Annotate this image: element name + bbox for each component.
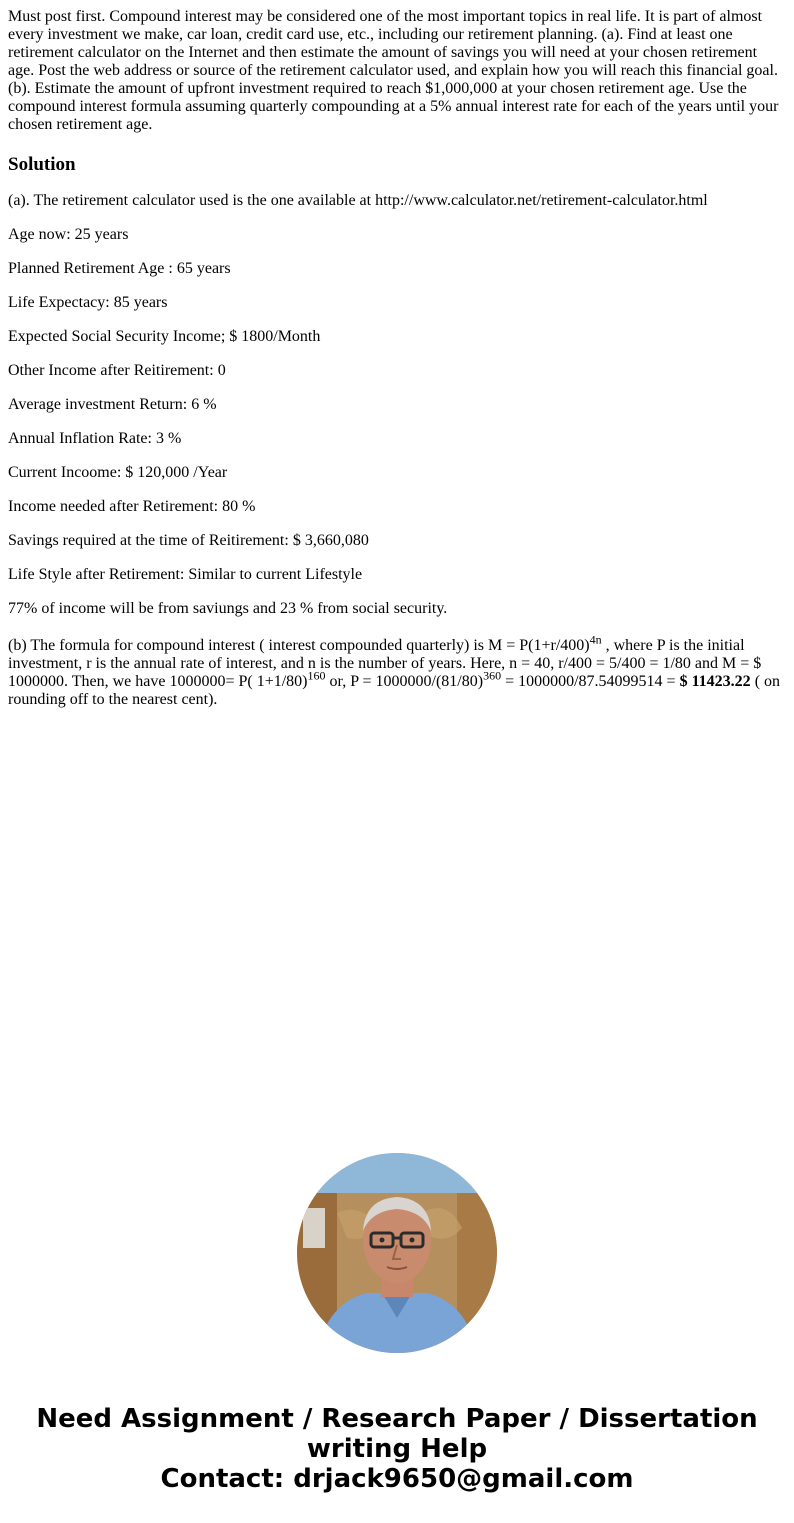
social-security-line: Expected Social Security Income; $ 1800/Month xyxy=(8,328,321,345)
calculator-source-line: (a). The retirement calculator used is the one available at http://www.calculator.net/retirement-calculator.html xyxy=(8,192,708,209)
income-needed-line: Income needed after Retirement: 80 % xyxy=(8,498,256,515)
current-income-line: Current Incoome: $ 120,000 /Year xyxy=(8,464,228,481)
lifestyle-line: Life Style after Retirement: Similar to current Lifestyle xyxy=(8,566,363,583)
formula-exponent-3: 360 xyxy=(483,668,502,683)
formula-answer: $ 11423.22 xyxy=(679,673,751,690)
formula-text-2: , where P is the initial investment, r is the annual rate of interest, and n is the number of years. Here, n = 40, r/400 = 5/400 = 1/80 and M = $ 1000000. Then, we have 1000000= P( 1+1/80) xyxy=(8,637,762,690)
formula-text-1: (b) The formula for compound interest ( interest compounded quarterly) is M = P(1+r/400) xyxy=(8,637,590,654)
investment-return-line: Average investment Return: 6 % xyxy=(8,396,217,413)
formula-text-5: ( on rounding off to the nearest cent). xyxy=(8,673,781,708)
promo-line-1: Need Assignment / Research Paper / Dissertation xyxy=(36,1404,758,1434)
inflation-rate-line: Annual Inflation Rate: 3 % xyxy=(8,430,182,447)
solution-heading: Solution xyxy=(8,154,76,175)
formula-text-3: or, P = 1000000/(81/80) xyxy=(325,673,484,690)
other-income-line: Other Income after Reitirement: 0 xyxy=(8,362,226,379)
life-expectancy-line: Life Expectacy: 85 years xyxy=(8,294,168,311)
formula-exponent-1: 4n xyxy=(589,632,602,647)
age-now-line: Age now: 25 years xyxy=(8,226,129,243)
question-text: Must post first. Compound interest may be considered one of the most important topics in real life. It is part of almost every investment we make, car loan, credit card use, etc., including our retirement planning. (a). Find at least one retirement calculator on the Internet and then estimate the amount of savings you will need at your chosen retirement age. Post the web address or source of the retirement calculator used, and explain how you will reach this financial goal. (b). Estimate the amount of upfront investment required to reach $1,000,000 at your chosen retirement age. Use the compound interest formula assuming quarterly compounding at a 5% annual interest rate for each of the years until your chosen retirement age. xyxy=(8,8,779,133)
promo-contact-line: Contact: drjack9650@gmail.com xyxy=(160,1464,634,1494)
income-split-line: 77% of income will be from saviungs and 23 % from social security. xyxy=(8,600,448,617)
formula-text-4: = 1000000/87.54099514 = xyxy=(501,673,680,690)
formula-exponent-2: 160 xyxy=(307,668,326,683)
compound-interest-formula xyxy=(8,632,786,709)
document-body xyxy=(8,8,786,709)
promo-banner xyxy=(0,1404,794,1494)
savings-required-line: Savings required at the time of Reitirement: $ 3,660,080 xyxy=(8,532,369,549)
promo-line-2: writing Help xyxy=(306,1434,488,1464)
author-avatar xyxy=(297,1153,497,1353)
retirement-age-line: Planned Retirement Age : 65 years xyxy=(8,260,231,277)
